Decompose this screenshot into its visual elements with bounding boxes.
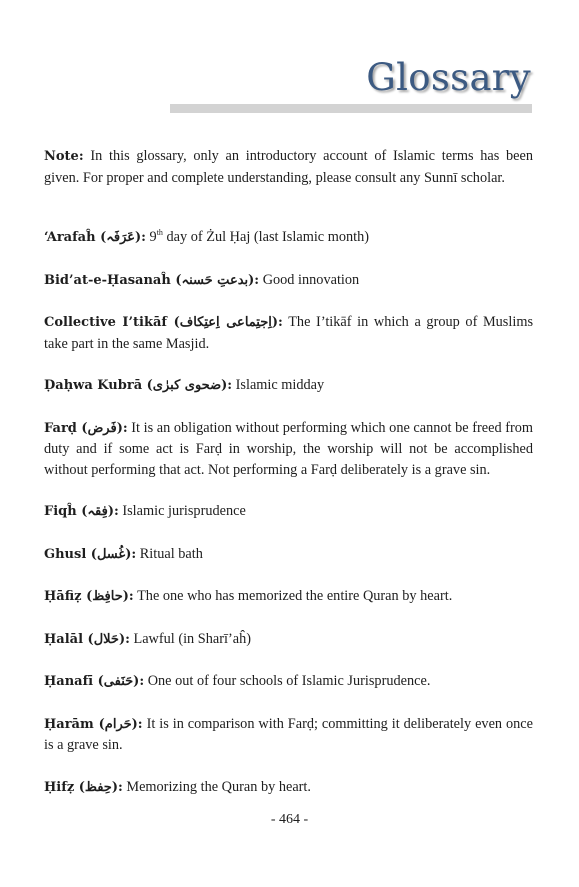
entry-term: Ḥifẓ (حِفظ): bbox=[44, 779, 123, 795]
note-paragraph bbox=[44, 146, 533, 188]
entry-definition: 9th day of Żul Ḥaj (last Islamic month) bbox=[149, 228, 370, 245]
glossary-entry bbox=[44, 227, 533, 249]
entry-definition: One out of four schools of Islamic Jurisprudence. bbox=[147, 673, 431, 689]
entry-definition: It is in comparison with Farḍ; committing it deliberately even once is a grave sin. bbox=[44, 715, 533, 753]
entry-definition: Islamic midday bbox=[235, 377, 325, 393]
entry-term: Ghusl (غُسل): bbox=[44, 546, 137, 562]
entry-term: Ḥanafī (حَنَفی): bbox=[44, 674, 145, 689]
entry-term: Bid’at-e-Ḥasanaĥ (بدعتِ حَسنہ): bbox=[44, 272, 260, 288]
entry-term: Ḥalāl (حَلال): bbox=[44, 631, 130, 647]
page-number: - 464 - bbox=[270, 812, 309, 827]
glossary-entry bbox=[44, 270, 533, 292]
entry-definition: Memorizing the Quran by heart. bbox=[126, 778, 311, 795]
entry-definition: Good innovation bbox=[262, 271, 360, 288]
glossary-entry bbox=[44, 312, 533, 354]
glossary-entry bbox=[44, 418, 533, 481]
entry-term: Ḍaḥwa Kubrā (ضحوی کبرٰی): bbox=[44, 378, 233, 393]
glossary-entry bbox=[44, 671, 533, 693]
entry-term: Farḍ (فَرض): bbox=[44, 420, 128, 436]
title-underline-bar bbox=[170, 104, 532, 113]
entry-term: Ḥarām (حَرام): bbox=[44, 716, 143, 732]
glossary-entry bbox=[44, 544, 533, 566]
entry-term: Fiqĥ (فِقہ): bbox=[44, 504, 119, 519]
page-title: Glossary bbox=[366, 56, 531, 99]
glossary-entry bbox=[44, 375, 533, 397]
glossary-entry bbox=[44, 501, 533, 523]
entry-definition: The I’tikāf in which a group of Muslims take part in the same Masjid. bbox=[44, 314, 534, 352]
entry-definition: Ritual bath bbox=[139, 545, 203, 562]
glossary-entry bbox=[44, 777, 533, 799]
note-label: Note: bbox=[44, 149, 84, 164]
glossary-entry bbox=[44, 714, 533, 756]
entry-term: Ḥāfiẓ (حافِظ): bbox=[44, 589, 134, 604]
entry-definition: The one who has memorized the entire Quran by heart. bbox=[137, 588, 453, 604]
entry-definition: Islamic jurisprudence bbox=[122, 503, 246, 519]
note-text: In this glossary, only an introductory account of Islamic terms has been given. For proper and complete understanding, please consult any Sunnī scholar. bbox=[44, 148, 533, 186]
glossary-entry bbox=[44, 629, 533, 651]
entry-term: Collective I’tikāf (اِجتِماعی اِعتِکاف): bbox=[44, 315, 283, 330]
entry-term: ‘Arafaĥ (عَرَفَہ): bbox=[44, 230, 146, 245]
entry-definition: Lawful (in Sharī’aĥ) bbox=[133, 630, 251, 647]
entry-definition: It is an obligation without performing which one cannot be freed from duty and if some act is Farḍ in worship, the worship will not be accomplished without performing that act. Not performing a Farḍ deliberately is a grave sin. bbox=[44, 419, 533, 478]
glossary-entry bbox=[44, 586, 533, 608]
glossary-content bbox=[44, 146, 533, 819]
